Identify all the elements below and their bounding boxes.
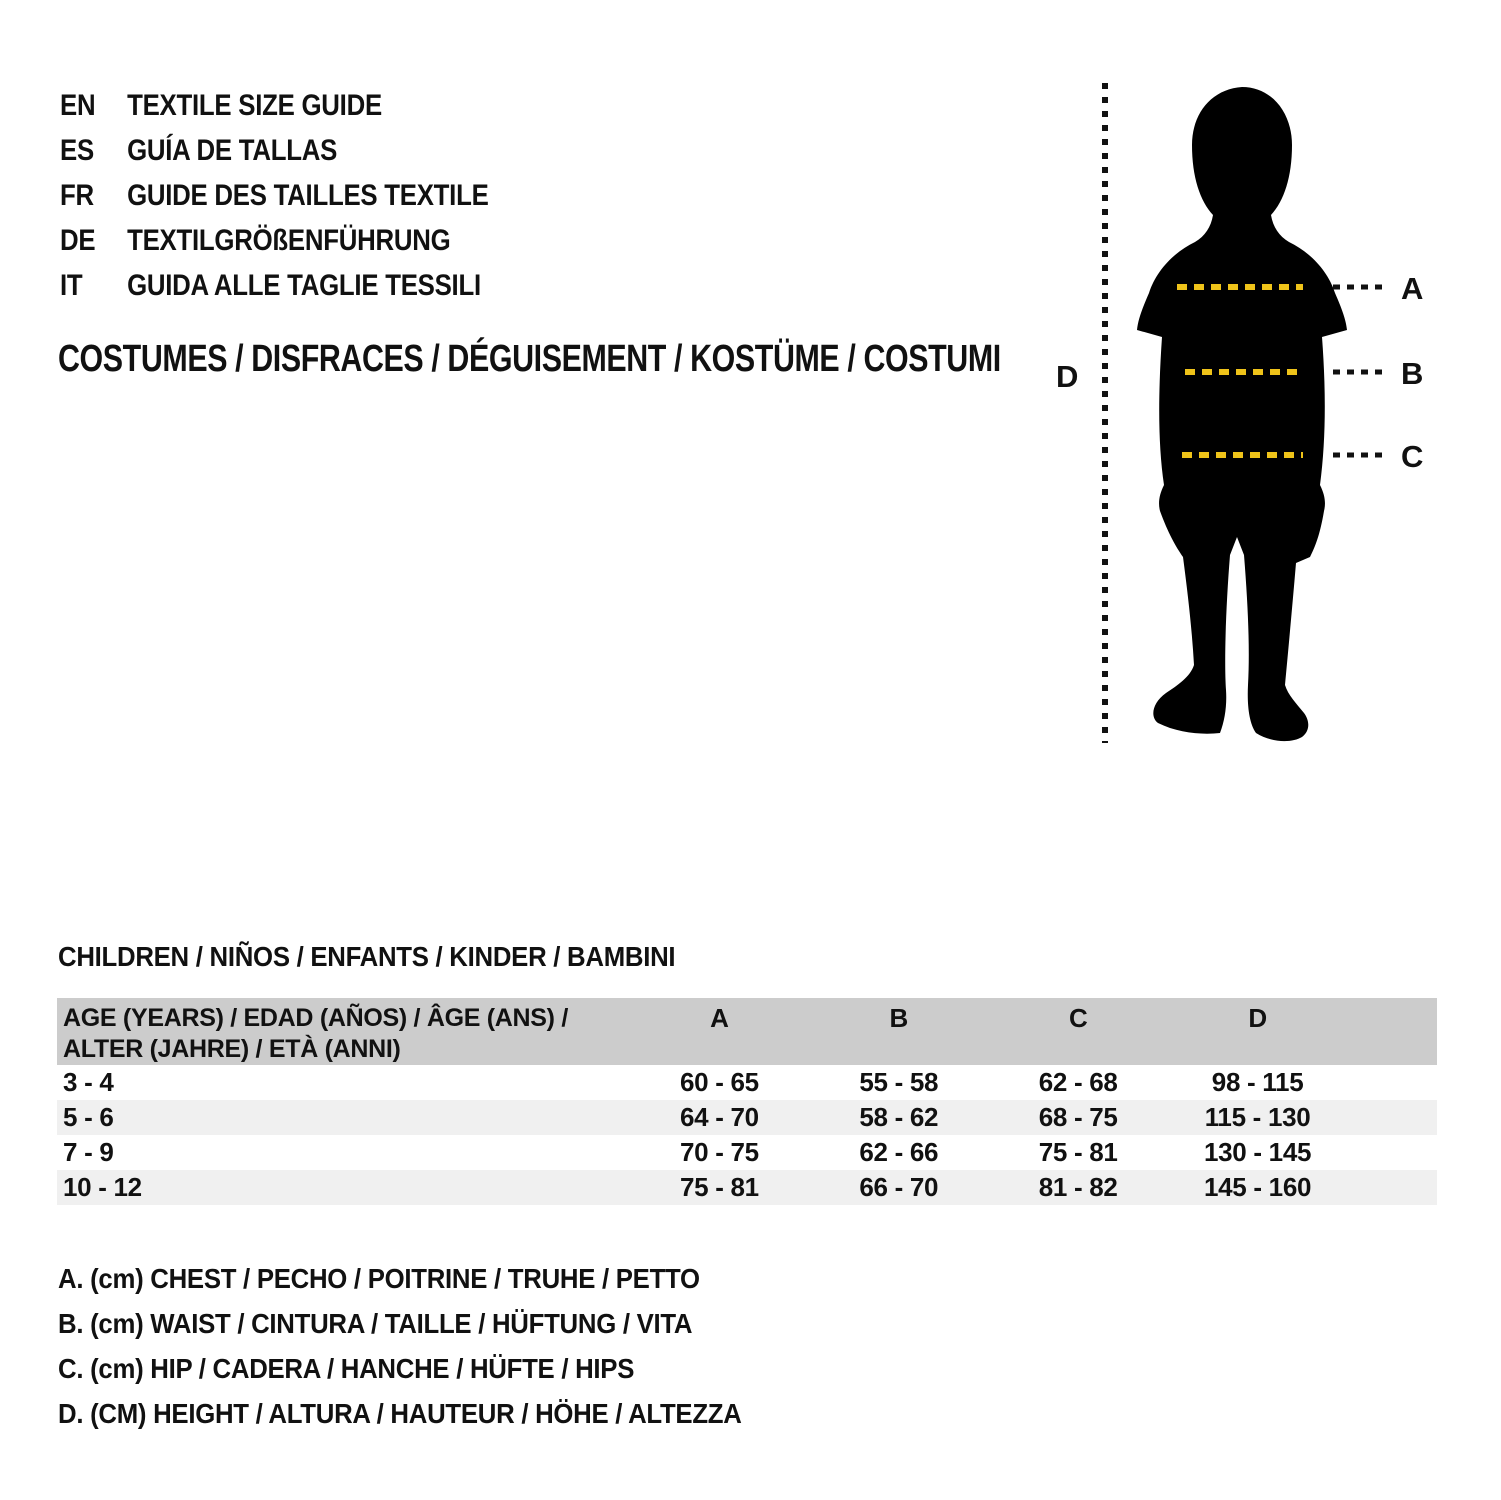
waist-cell: 62 - 66 bbox=[859, 1137, 939, 1167]
column-header-b: B bbox=[889, 1003, 909, 1033]
row-spacer bbox=[1347, 1170, 1437, 1205]
language-code: FR bbox=[60, 179, 94, 212]
waist-cell: 55 - 58 bbox=[859, 1067, 939, 1097]
age-header-line2: ALTER (JAHRE) / ETÀ (ANNI) bbox=[63, 1035, 401, 1063]
language-row-fr bbox=[60, 173, 489, 218]
legend-line-waist: B. (cm) WAIST / CINTURA / TAILLE / HÜFTUNG / VITA bbox=[58, 1308, 693, 1339]
row-spacer bbox=[1347, 1100, 1437, 1135]
chest-cell: 60 - 65 bbox=[679, 1067, 759, 1097]
measurement-legend bbox=[58, 1256, 801, 1436]
size-table bbox=[57, 998, 1437, 1205]
language-row-es bbox=[60, 128, 489, 173]
height-cell: 98 - 115 bbox=[1211, 1067, 1304, 1097]
age-column-header bbox=[57, 998, 630, 1065]
age-cell: 7 - 9 bbox=[63, 1137, 114, 1167]
column-header-c: C bbox=[1068, 1003, 1088, 1033]
legend-line-hip: C. (cm) HIP / CADERA / HANCHE / HÜFTE / HIPS bbox=[58, 1353, 635, 1384]
row-spacer bbox=[1347, 1065, 1437, 1100]
guide-title: GUÍA DE TALLAS bbox=[127, 134, 338, 167]
size-row-10-12 bbox=[57, 1170, 1437, 1205]
language-row-de bbox=[60, 218, 489, 263]
row-spacer bbox=[1347, 1135, 1437, 1170]
hip-cell: 62 - 68 bbox=[1038, 1067, 1118, 1097]
language-title-list bbox=[60, 83, 558, 308]
waist-cell: 58 - 62 bbox=[859, 1102, 939, 1132]
chest-cell: 64 - 70 bbox=[679, 1102, 759, 1132]
column-header-d: D bbox=[1248, 1003, 1267, 1033]
measure-label-b: B bbox=[1401, 356, 1424, 391]
child-silhouette bbox=[1137, 87, 1347, 741]
height-cell: 115 - 130 bbox=[1204, 1102, 1311, 1132]
section-title-children: CHILDREN / NIÑOS / ENFANTS / KINDER / BAMBINI bbox=[58, 941, 676, 972]
size-row-3-4 bbox=[57, 1065, 1437, 1100]
language-code: EN bbox=[60, 89, 96, 122]
height-cell: 145 - 160 bbox=[1203, 1172, 1312, 1202]
hip-cell: 68 - 75 bbox=[1038, 1102, 1118, 1132]
measurement-figure bbox=[1030, 75, 1460, 755]
measure-label-d: D bbox=[1056, 359, 1079, 394]
size-table-header-row bbox=[57, 998, 1437, 1065]
language-code: DE bbox=[60, 224, 96, 257]
language-code: IT bbox=[60, 269, 83, 302]
guide-title: GUIDA ALLE TAGLIE TESSILI bbox=[127, 269, 481, 302]
chest-cell: 70 - 75 bbox=[679, 1137, 759, 1167]
age-header-line1: AGE (YEARS) / EDAD (AÑOS) / ÂGE (ANS) / bbox=[63, 1004, 568, 1032]
child-silhouette-shape bbox=[1137, 87, 1347, 741]
header-spacer bbox=[1347, 998, 1437, 1065]
measure-label-c: C bbox=[1401, 439, 1424, 474]
column-header-a: A bbox=[710, 1003, 729, 1033]
language-row-it bbox=[60, 263, 489, 308]
guide-title: TEXTILGRÖßENFÜHRUNG bbox=[127, 224, 451, 257]
chest-cell: 75 - 81 bbox=[679, 1172, 759, 1202]
size-row-5-6 bbox=[57, 1100, 1437, 1135]
guide-title: GUIDE DES TAILLES TEXTILE bbox=[127, 179, 489, 212]
guide-title: TEXTILE SIZE GUIDE bbox=[127, 89, 382, 122]
legend-line-height: D. (CM) HEIGHT / ALTURA / HAUTEUR / HÖHE / ALTEZZA bbox=[58, 1398, 742, 1429]
age-cell: 5 - 6 bbox=[63, 1102, 114, 1132]
waist-cell: 66 - 70 bbox=[859, 1172, 939, 1202]
age-cell: 3 - 4 bbox=[63, 1067, 114, 1097]
hip-cell: 75 - 81 bbox=[1038, 1137, 1118, 1167]
language-code: ES bbox=[60, 134, 94, 167]
legend-line-chest: A. (cm) CHEST / PECHO / POITRINE / TRUHE / PETTO bbox=[58, 1263, 700, 1294]
language-row-en bbox=[60, 83, 489, 128]
size-row-7-9 bbox=[57, 1135, 1437, 1170]
hip-cell: 81 - 82 bbox=[1038, 1172, 1118, 1202]
measure-label-a: A bbox=[1401, 271, 1424, 306]
age-cell: 10 - 12 bbox=[63, 1172, 142, 1202]
height-cell: 130 - 145 bbox=[1203, 1137, 1312, 1167]
category-heading: COSTUMES / DISFRACES / DÉGUISEMENT / KOSTÜME / COSTUMI bbox=[58, 338, 1001, 380]
